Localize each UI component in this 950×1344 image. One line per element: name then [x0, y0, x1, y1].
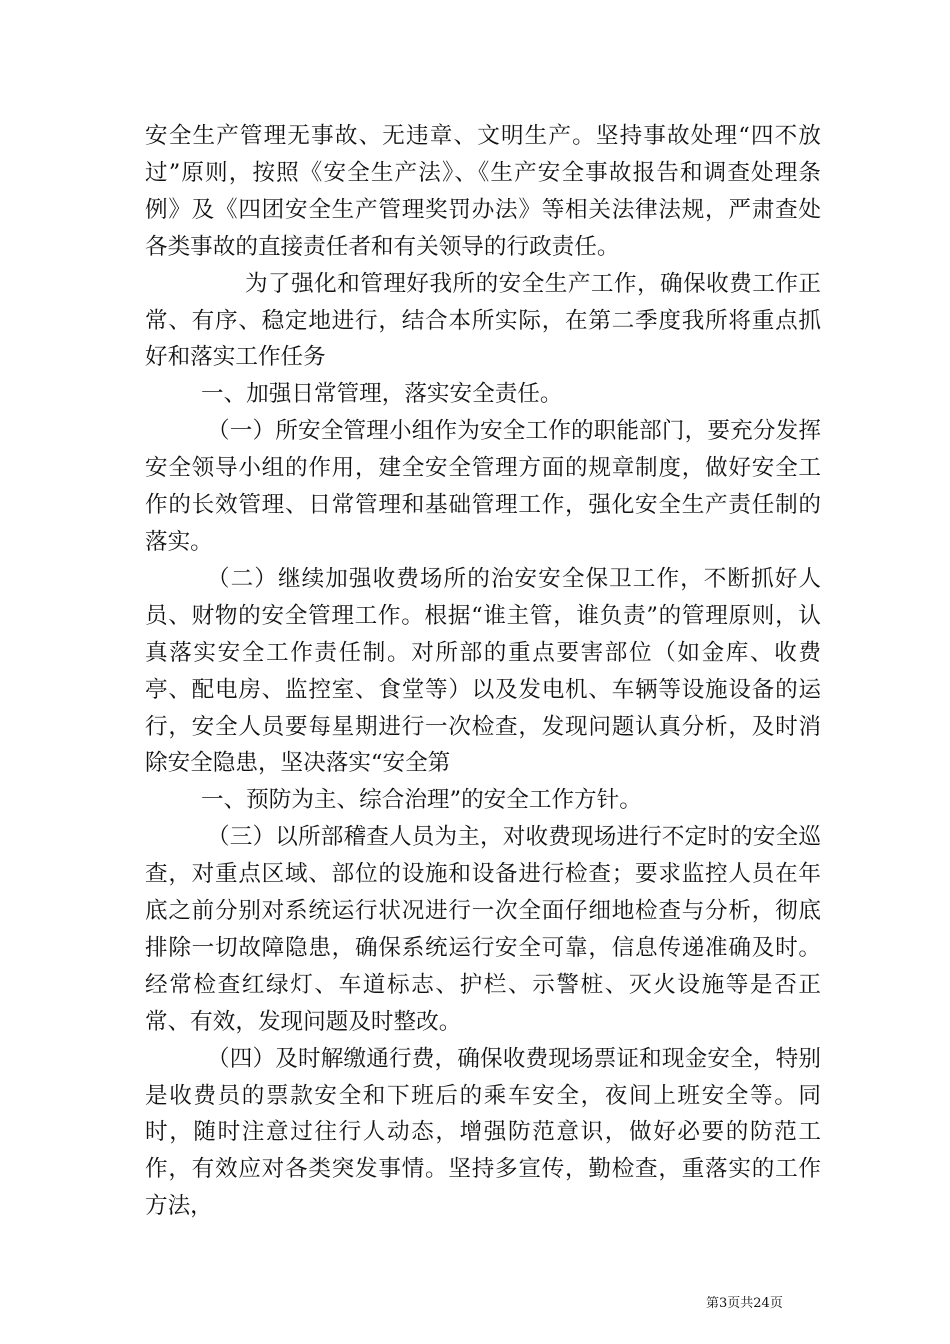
- paragraph-item-2: （二）继续加强收费场所的治安安全保卫工作，不断抓好人员、财物的安全管理工作。根据“谁主管，谁负责”的管理原则，认真落实安全工作责任制。对所部的重点要害部位（如金库、收费亭、配电房、监控室、食堂等）以及发电机、车辆等设施设备的运行，安全人员要每星期进行一次检查，发现问题认真分析，及时消除安全隐患，坚决落实“安全第: [145, 565, 821, 777]
- paragraph-2: 为了强化和管理好我所的安全生产工作，确保收费工作正常、有序、稳定地进行，结合本所实际，在第二季度我所将重点抓好和落实工作任务: [145, 270, 821, 371]
- paragraph-1: 安全生产管理无事故、无违章、文明生产。坚持事故处理“四不放过”原则，按照《安全生产法》、《生产安全事故报告和调查处理条例》及《四团安全生产管理奖罚办法》等相关法律法规，严肃查处各类事故的直接责任者和有关领导的行政责任。: [145, 123, 821, 260]
- paragraph-item-1: （一）所安全管理小组作为安全工作的职能部门，要充分发挥安全领导小组的作用，建全安全管理方面的规章制度，做好安全工作的长效管理、日常管理和基础管理工作，强化安全生产责任制的落实。: [145, 418, 821, 555]
- paragraph-item-4: （四）及时解缴通行费，确保收费现场票证和现金安全，特别是收费员的票款安全和下班后的乘车安全，夜间上班安全等。同时，随时注意过往行人动态，增强防范意识，做好必要的防范工作，有效应对各类突发事情。坚持多宣传，勤检查，重落实的工作方法，: [145, 1045, 821, 1220]
- section-heading-1: 一、加强日常管理，落实安全责任。: [201, 381, 563, 408]
- paragraph-continuation: 一、预防为主、综合治理”的安全工作方针。: [201, 787, 642, 814]
- page-number: 第3页共24页: [706, 1296, 783, 1311]
- paragraph-item-3: （三）以所部稽查人员为主，对收费现场进行不定时的安全巡查，对重点区域、部位的设施和设备进行检查；要求监控人员在年底之前分别对系统运行状况进行一次全面仔细地检查与分析，彻底排除一切故障隐患，确保系统运行安全可靠，信息传递准确及时。经常检查红绿灯、车道标志、护栏、示警桩、灭火设施等是否正常、有效，发现问题及时整改。: [145, 824, 821, 1035]
- document-body: [145, 118, 821, 1225]
